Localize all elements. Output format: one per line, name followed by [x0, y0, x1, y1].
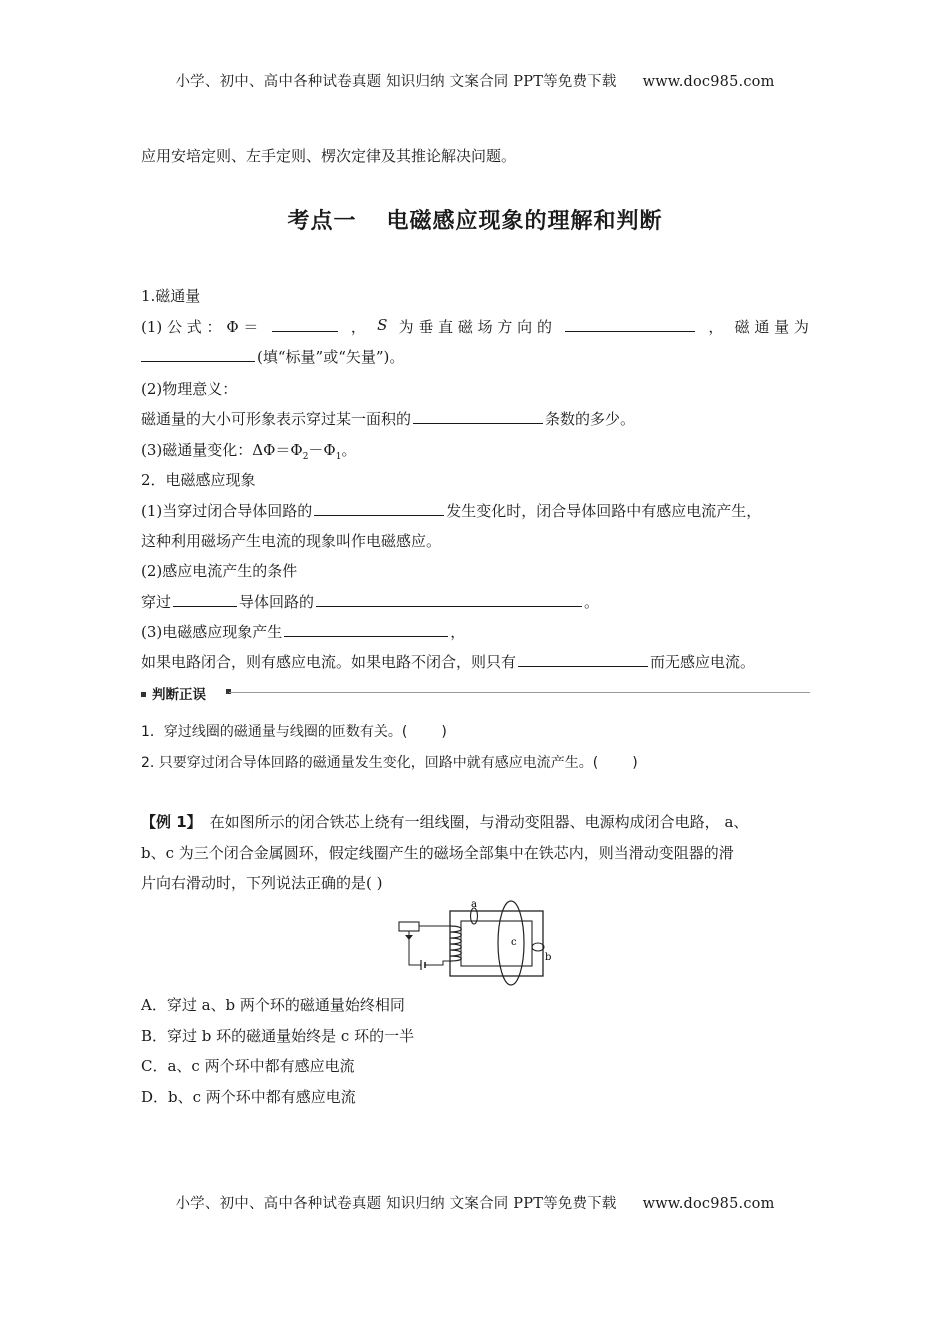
induction-p1-line1 — [141, 500, 761, 521]
flux-change-b: －Φ — [308, 441, 336, 459]
judge-item-2-text: 2. 只要穿过闭合导体回路的磁通量发生变化，回路中就有感应电流产生。( — [141, 755, 599, 771]
flux-formula-a: (1) 公 式 ： Φ ＝ — [141, 318, 259, 336]
header-url[interactable]: www.doc985.com — [642, 74, 775, 90]
ring-b — [532, 943, 544, 951]
flux-meaning-a: 磁通量的大小可形象表示穿过某一面积的 — [141, 410, 412, 428]
flux-heading: 1.磁通量 — [141, 287, 201, 305]
induction-heading: 2．电磁感应现象 — [141, 471, 256, 489]
judge-item-2 — [141, 752, 638, 772]
blank-induction-flux[interactable] — [314, 500, 444, 516]
header-text: 小学、初中、高中各种试卷真题 知识归纳 文案合同 PPT等免费下载 — [175, 74, 617, 90]
induction-p1-b: 发生变化时，闭合导体回路中有感应电流产生， — [446, 502, 762, 520]
flux-change-a: (3)磁通量变化：ΔΦ＝Φ — [141, 441, 303, 459]
flux-scalar-hint: (填“标量”或“矢量”)。 — [257, 348, 405, 366]
judge-item-1 — [141, 721, 447, 741]
iron-core-inner — [461, 921, 532, 966]
blank-flux-formula[interactable] — [272, 316, 338, 332]
section-title-part2: 电磁感应现象的理解和判断 — [386, 209, 663, 234]
flux-scalar-line — [141, 346, 404, 367]
induction-p3-d: 而无感应电流。 — [650, 653, 756, 671]
circuit-figure — [395, 897, 560, 987]
judge-label-text: 判断正误 — [152, 687, 206, 703]
induction-p3-c: 如果电路闭合，则有感应电流。如果电路不闭合，则只有 — [141, 653, 517, 671]
induction-condition-heading: (2)感应电流产生的条件 — [141, 562, 298, 580]
blank-induced-emf[interactable] — [518, 651, 648, 667]
option-a[interactable]: A．穿过 a、b 两个环的磁通量始终相同 — [141, 996, 405, 1014]
flux-formula-c: 为 垂 直 磁 场 方 向 的 — [398, 318, 552, 336]
induction-p1-line2: 这种利用磁场产生电流的现象叫作电磁感应。 — [141, 532, 442, 550]
induction-p1-a: (1)当穿过闭合导体回路的 — [141, 502, 313, 520]
induction-p3-b: ， — [450, 623, 466, 641]
induction-condition-line — [141, 591, 599, 612]
option-d[interactable]: D．b、c 两个环中都有感应电流 — [141, 1088, 356, 1106]
option-b[interactable]: B．穿过 b 环的磁通量始终是 c 环的一半 — [141, 1027, 415, 1045]
rheostat-arrow-icon — [405, 935, 413, 940]
judge-item-2-close: ) — [632, 755, 638, 771]
induction-p3-line2 — [141, 651, 755, 672]
example-line3: 片向右滑动时，下列说法正确的是( ) — [141, 874, 383, 892]
example-line1 — [141, 811, 748, 832]
ring-b-label: b — [545, 952, 552, 963]
judge-divider — [229, 692, 810, 693]
judge-label — [141, 683, 206, 703]
flux-meaning-b: 条数的多少。 — [545, 410, 636, 428]
blank-area[interactable] — [565, 316, 695, 332]
footer-url[interactable]: www.doc985.com — [642, 1196, 775, 1212]
option-c[interactable]: C．a、c 两个环中都有感应电流 — [141, 1057, 355, 1075]
example-tag: 【例 1】 — [141, 813, 202, 831]
induction-p3-line1 — [141, 621, 465, 642]
flux-change-c: 。 — [341, 441, 357, 459]
flux-formula-b: ， — [350, 318, 366, 336]
coil — [450, 926, 461, 961]
ring-a-label: a — [471, 899, 477, 910]
wire-left — [409, 940, 421, 965]
induction-p3-a: (3)电磁感应现象产生 — [141, 623, 283, 641]
flux-change-line — [141, 439, 356, 462]
flux-change-sub2: 2 — [302, 452, 309, 462]
rheostat — [399, 922, 419, 931]
intro-line: 应用安培定则、左手定则、楞次定律及其推论解决问题。 — [141, 147, 517, 165]
judge-item-1-close: ) — [441, 724, 447, 740]
flux-formula-s: S — [377, 316, 388, 334]
wire-bottom — [425, 961, 450, 965]
flux-formula-e: 磁 通 量 为 — [734, 318, 809, 336]
ring-c-label: c — [511, 937, 517, 948]
flux-change-sub1: 1 — [335, 452, 342, 462]
blank-flux-change[interactable] — [316, 591, 582, 607]
judge-bullet-icon — [141, 692, 146, 697]
example-line1-text: 在如图所示的闭合铁芯上绕有一组线圈，与滑动变阻器、电源构成闭合电路， a、 — [209, 813, 749, 831]
section-title — [0, 204, 950, 235]
flux-meaning-heading: (2)物理意义： — [141, 380, 238, 398]
blank-emf[interactable] — [284, 621, 448, 637]
section-title-part1: 考点一 — [287, 209, 357, 234]
footer-text: 小学、初中、高中各种试卷真题 知识归纳 文案合同 PPT等免费下载 — [175, 1196, 617, 1212]
page-header — [0, 70, 950, 91]
induction-cond-b: 导体回路的 — [239, 593, 315, 611]
example-line2: b、c 为三个闭合金属圆环，假定线圈产生的磁场全部集中在铁芯内，则当滑动变阻器的滑 — [141, 844, 734, 862]
page-footer — [0, 1192, 950, 1213]
induction-cond-c: 。 — [584, 593, 600, 611]
blank-scalar[interactable] — [141, 346, 255, 362]
flux-formula-d: ， — [708, 318, 724, 336]
flux-formula-line — [141, 316, 809, 337]
flux-meaning-line — [141, 408, 635, 429]
blank-closed[interactable] — [173, 591, 237, 607]
judge-item-1-text: 1．穿过线圈的磁通量与线圈的匝数有关。( — [141, 724, 408, 740]
induction-cond-a: 穿过 — [141, 593, 172, 611]
blank-field-lines[interactable] — [413, 408, 543, 424]
